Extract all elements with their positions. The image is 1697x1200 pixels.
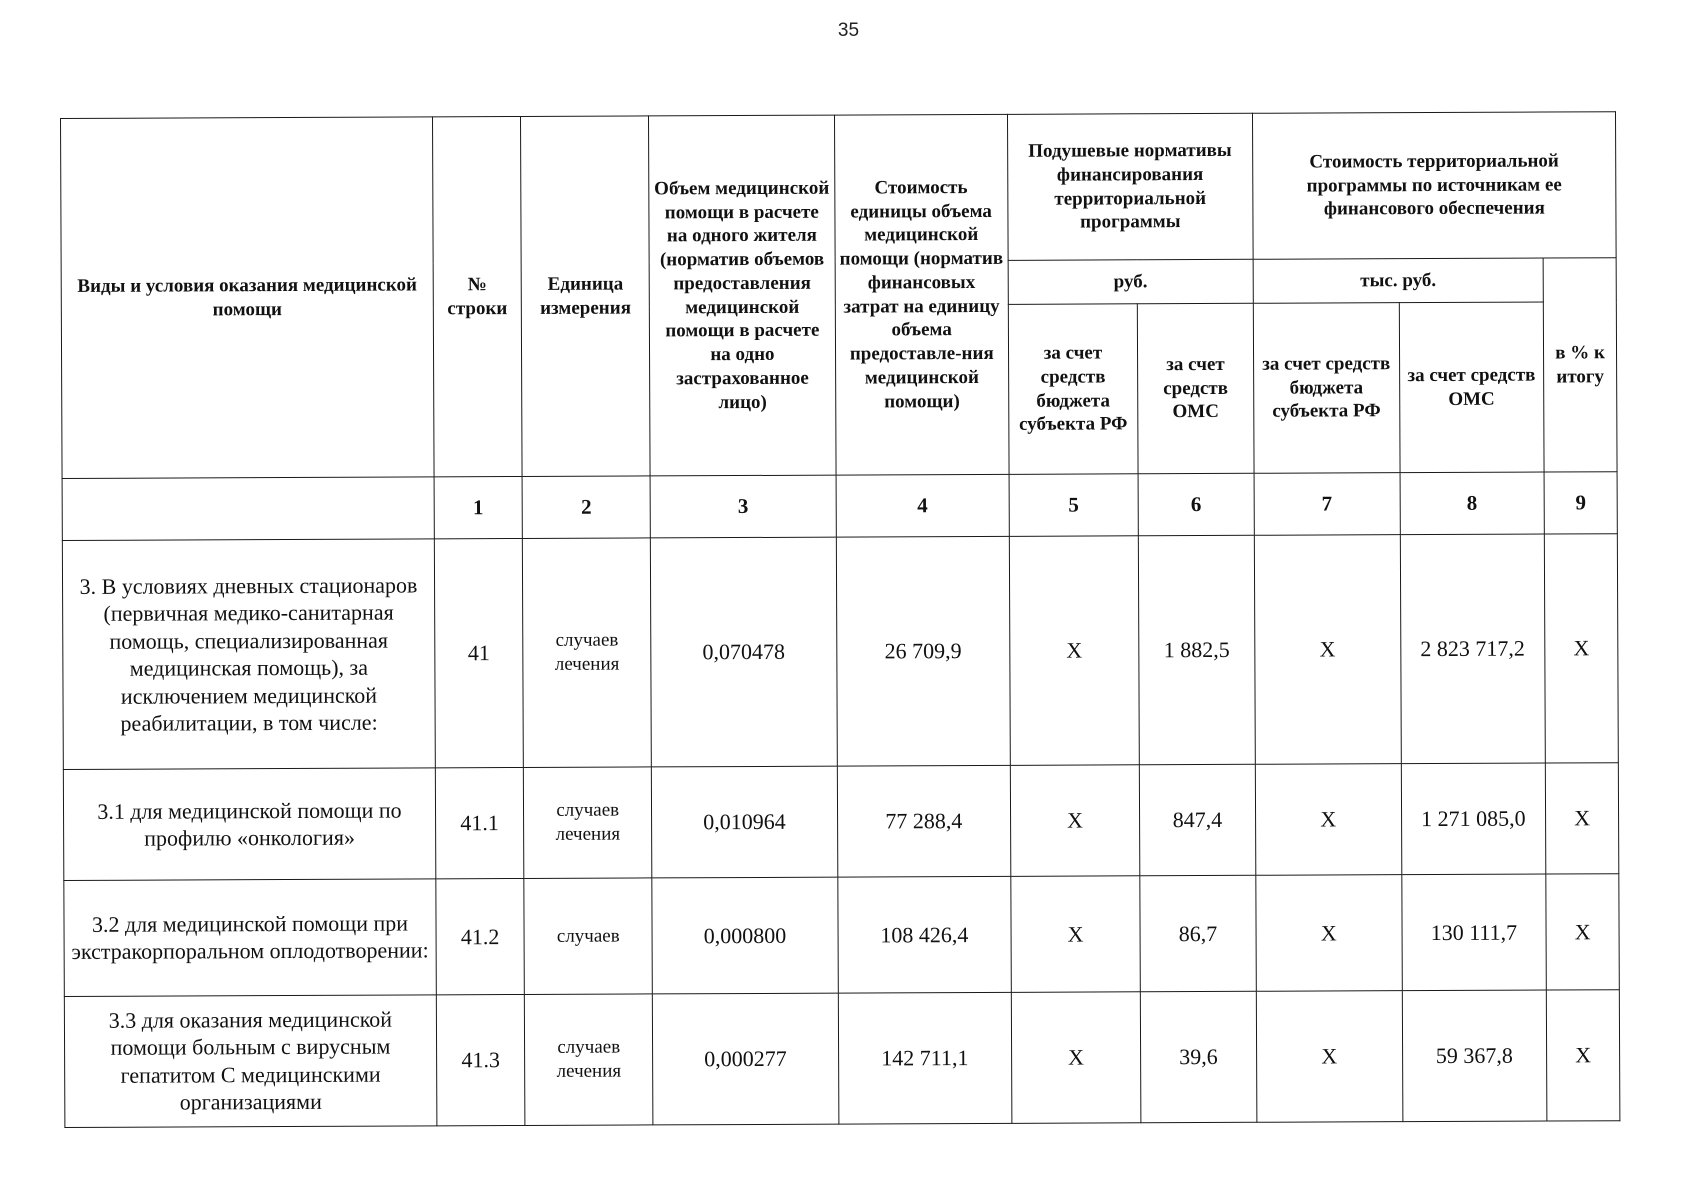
column-number-row xyxy=(62,472,1617,541)
row-cost: 142 711,1 xyxy=(838,992,1012,1124)
row-name: 3.1 для медицинской помощи по профилю «онкология» xyxy=(63,768,435,880)
header-program-cost: Стоимость территориальной программы по источникам ее финансового обеспечения xyxy=(1252,112,1616,260)
column-number: 4 xyxy=(836,474,1010,537)
row-volume: 0,070478 xyxy=(651,537,837,767)
row-name: 3.3 для оказания медицинской помощи больным с вирусным гепатитом С медицинскими организациями xyxy=(64,995,436,1128)
row-number: 41 xyxy=(434,538,523,768)
row-oms-thous: 2 823 717,2 xyxy=(1400,534,1546,764)
column-number: 8 xyxy=(1400,472,1545,534)
row-budget-rub: X xyxy=(1009,536,1139,766)
row-percent: X xyxy=(1546,874,1619,990)
header-oms-rub: за счет средств ОМС xyxy=(1137,303,1254,474)
row-oms-rub: 847,4 xyxy=(1139,765,1255,876)
row-unit: случаев лечения xyxy=(525,994,654,1126)
page-number: 35 xyxy=(837,20,860,41)
row-cost: 108 426,4 xyxy=(837,876,1011,993)
header-unit: Единица измерения xyxy=(521,116,651,477)
header-percent: в % к итогу xyxy=(1543,258,1617,472)
row-number: 41.2 xyxy=(436,878,525,994)
header-volume: Объем медицинской помощи в расчете на одного жителя (норматив объемов предоставления медицинской помощи в расчете на одно застрахованное лицо) xyxy=(649,115,836,476)
row-unit: случаев xyxy=(524,878,653,994)
row-budget-thous: X xyxy=(1255,764,1401,875)
row-percent: X xyxy=(1544,533,1618,763)
row-number: 41.3 xyxy=(436,994,525,1126)
row-unit: случаев лечения xyxy=(524,767,652,878)
row-oms-rub: 86,7 xyxy=(1140,875,1256,991)
header-thous-rub: тыс. руб. xyxy=(1253,258,1543,303)
row-oms-thous: 130 111,7 xyxy=(1401,874,1546,991)
header-cost: Стоимость единицы объема медицинской помощи (норматив финансовых затрат на единицу объема предоставле-ния медицинской помощи) xyxy=(834,114,1009,475)
header-type: Виды и условия оказания медицинской помощи xyxy=(61,117,434,479)
row-volume: 0,000800 xyxy=(652,877,838,994)
row-name: 3.2 для медицинской помощи при экстракорпоральном оплодотворении: xyxy=(64,879,436,997)
row-budget-thous: X xyxy=(1254,534,1401,764)
row-volume: 0,000277 xyxy=(653,993,839,1125)
row-budget-thous: X xyxy=(1256,991,1402,1123)
column-number: 6 xyxy=(1138,473,1254,535)
table-row xyxy=(64,874,1619,997)
column-number: 1 xyxy=(434,476,523,538)
financing-table xyxy=(60,111,1620,1128)
row-cost: 26 709,9 xyxy=(836,536,1010,766)
row-cost: 77 288,4 xyxy=(837,766,1011,877)
row-number: 41.1 xyxy=(435,768,524,879)
row-budget-thous: X xyxy=(1256,875,1402,992)
header-budget-rub: за счет средств бюджета субъекта РФ xyxy=(1008,304,1138,475)
column-number: 9 xyxy=(1544,472,1617,534)
header-per-capita: Подушевые нормативы финансирования территориальной программы xyxy=(1007,113,1253,260)
row-budget-rub: X xyxy=(1010,765,1140,876)
row-oms-rub: 39,6 xyxy=(1140,991,1256,1123)
row-percent: X xyxy=(1545,763,1618,874)
column-number: 3 xyxy=(650,475,836,538)
table-row xyxy=(64,990,1620,1128)
row-percent: X xyxy=(1546,990,1619,1121)
column-number: 2 xyxy=(522,476,650,538)
row-oms-thous: 59 367,8 xyxy=(1402,990,1547,1122)
row-budget-rub: X xyxy=(1011,992,1141,1124)
row-budget-rub: X xyxy=(1011,876,1141,992)
header-oms-thous: за счет средств ОМС xyxy=(1399,302,1544,473)
row-oms-thous: 1 271 085,0 xyxy=(1401,763,1546,874)
header-row-no: № строки xyxy=(432,116,522,476)
table-row xyxy=(62,533,1618,769)
row-name: 3. В условиях дневных стационаров (первичная медико-санитарная помощь, специализированная медицинская помощь), за исключением медицинской реабилитации, в том числе: xyxy=(62,539,435,770)
row-volume: 0,010964 xyxy=(652,767,838,878)
row-oms-rub: 1 882,5 xyxy=(1138,535,1255,765)
column-number xyxy=(62,477,434,540)
column-number: 7 xyxy=(1254,473,1400,535)
header-rub: руб. xyxy=(1008,259,1253,304)
row-unit: случаев лечения xyxy=(523,538,652,768)
column-number: 5 xyxy=(1009,474,1138,536)
header-budget-thous: за счет средств бюджета субъекта РФ xyxy=(1253,303,1399,474)
table-row xyxy=(63,763,1618,880)
